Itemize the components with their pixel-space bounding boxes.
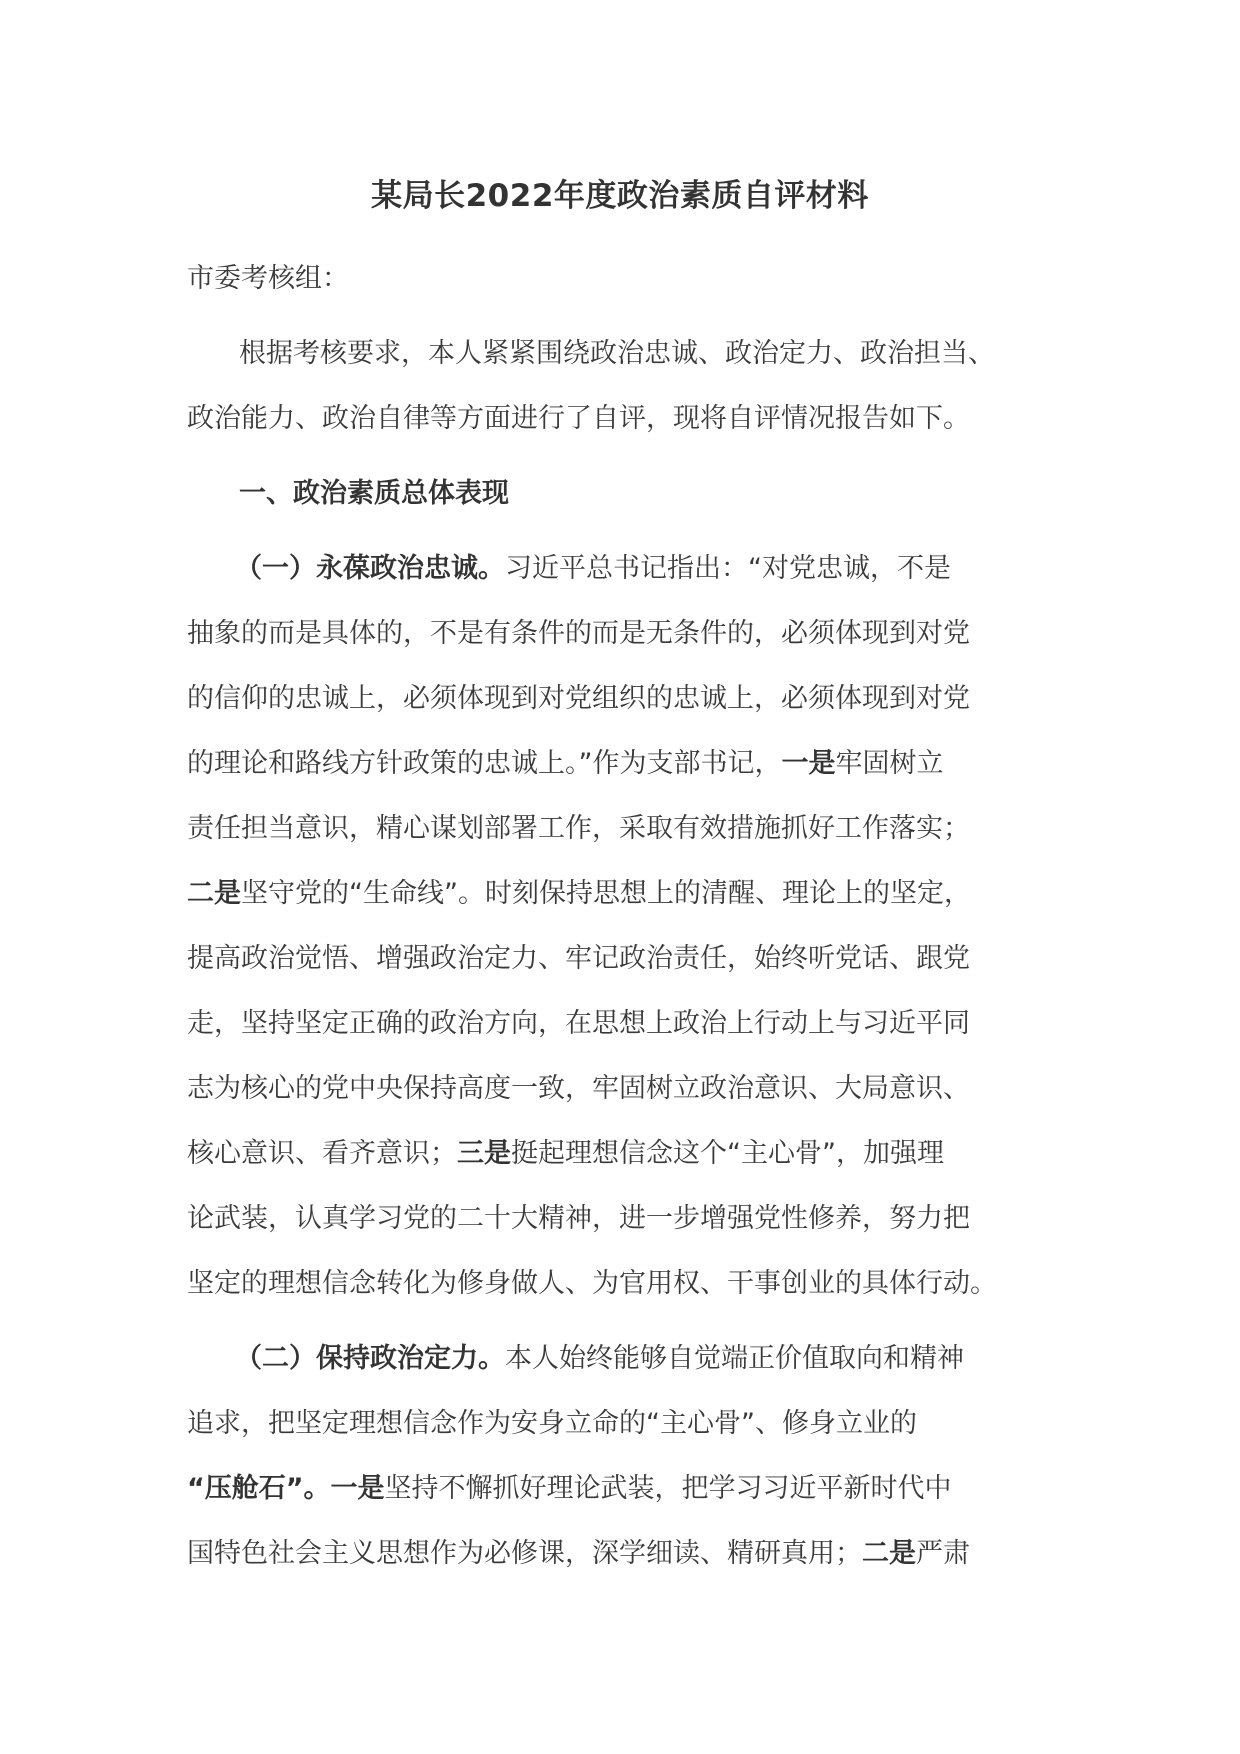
paragraph-1-line: 走，坚持坚定正确的政治方向，在思想上政治上行动上与习近平同 [187,1008,970,1039]
paragraph-1-line: 志为核心的党中央保持高度一致，牢固树立政治意识、大局意识、 [187,1073,970,1104]
paragraph-1-emphasis: 一是 [781,748,836,779]
paragraph-2-text: 本人始终能够自觉端正价值取向和精神 [505,1343,964,1374]
paragraph-2-line [187,1456,1057,1521]
paragraph-1-line [187,731,1057,796]
document-title: 某局长2022年度政治素质自评材料 [371,178,869,214]
paragraph-1-text: 牢固树立 [835,748,944,779]
paragraph-1-line: 论武装，认真学习党的二十大精神，进一步增强党性修养，努力把 [187,1203,970,1234]
paragraph-2-emphasis: “压舱石”。一是 [187,1473,385,1504]
intro-line-2: 政治能力、政治自律等方面进行了自评，现将自评情况报告如下。 [187,403,970,434]
intro-line-1: 根据考核要求，本人紧紧围绕政治忠诚、政治定力、政治担当、 [239,338,995,369]
paragraph-2-text: 坚持不懈抓好理论武装，把学习习近平新时代中 [384,1473,952,1504]
paragraph-1-line [187,1121,1057,1186]
paragraph-1-line: 抽象的而是具体的，不是有条件的而是无条件的，必须体现到对党 [187,618,970,649]
paragraph-1-heading: （一）永葆政治忠诚。 [235,553,505,584]
paragraph-1-line [187,536,1057,601]
paragraph-1-line: 提高政治觉悟、增强政治定力、牢记政治责任，始终听党话、跟党 [187,943,970,974]
paragraph-2-text: 严肃 [916,1538,970,1569]
paragraph-1-line: 责任担当意识，精心谋划部署工作，采取有效措施抓好工作落实； [187,813,970,844]
paragraph-1-emphasis: 三是 [457,1138,511,1169]
paragraph-2-line [187,1326,1057,1391]
paragraph-1-text: 坚守党的“生命线”。时刻保持思想上的清醒、理论上的坚定， [241,878,971,909]
paragraph-1-text: 习近平总书记指出：“对党忠诚，不是 [505,553,951,584]
paragraph-2-line: 追求，把坚定理想信念作为安身立命的“主心骨”、修身立业的 [187,1408,917,1439]
document-body [187,246,1057,1586]
paragraph-1-text: 的理论和路线方针政策的忠诚上。”作为支部书记， [187,748,782,779]
paragraph-1-line [187,861,1057,926]
paragraph-1-text: 核心意识、看齐意识； [187,1138,457,1169]
section-heading: 一、政治素质总体表现 [239,478,509,509]
paragraph-1-line: 的信仰的忠诚上，必须体现到对党组织的忠诚上，必须体现到对党 [187,683,970,714]
paragraph-2-emphasis: 二是 [862,1538,916,1569]
paragraph-2-text: 国特色社会主义思想作为必修课，深学细读、精研真用； [187,1538,862,1569]
paragraph-2-heading: （二）保持政治定力。 [235,1343,505,1374]
paragraph-1-text: 挺起理想信念这个“主心骨”，加强理 [511,1138,944,1169]
paragraph-2-line [187,1521,1057,1586]
salutation: 市委考核组： [187,263,349,294]
paragraph-1-line: 坚定的理想信念转化为修身做人、为官用权、干事创业的具体行动。 [187,1268,997,1299]
paragraph-1-emphasis: 二是 [187,878,241,909]
